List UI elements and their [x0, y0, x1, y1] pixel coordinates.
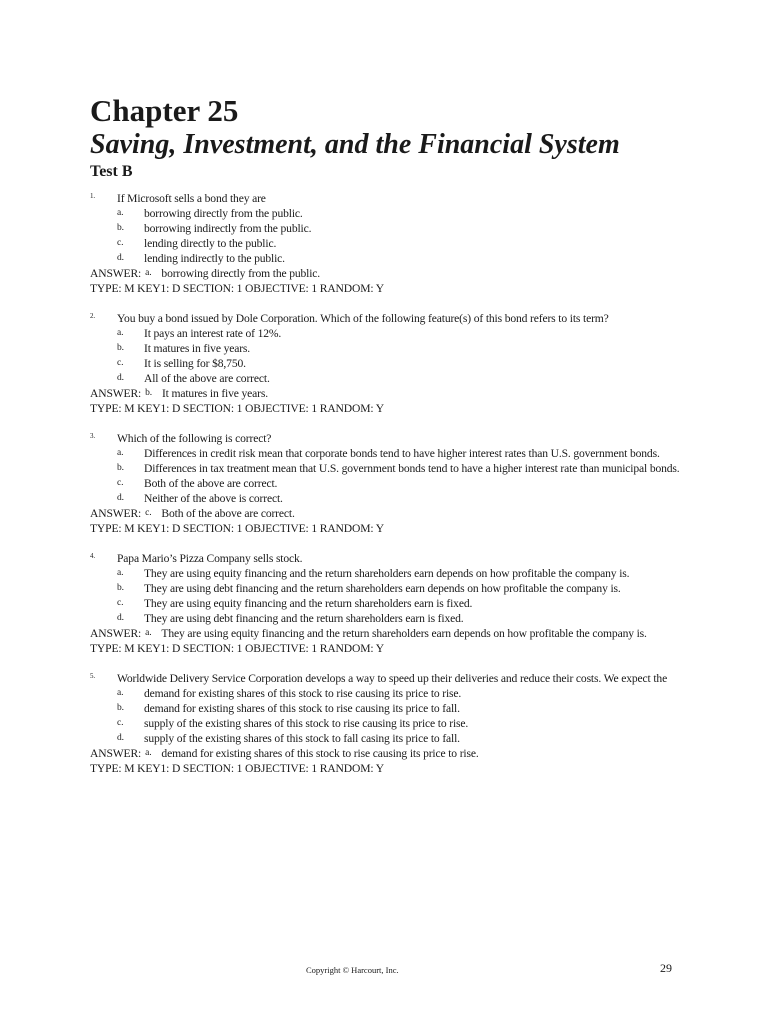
option-a — [90, 446, 690, 461]
option-letter: b. — [117, 463, 124, 473]
answer-text: Both of the above are correct. — [161, 507, 295, 520]
question-1 — [90, 191, 690, 296]
question-stem — [90, 551, 690, 566]
option-text: It is selling for $8,750. — [144, 357, 246, 370]
answer-line — [90, 266, 690, 281]
option-letter: d. — [117, 613, 124, 623]
answer-line — [90, 626, 690, 641]
document-page — [90, 94, 690, 791]
question-stem — [90, 671, 690, 686]
option-letter: a. — [117, 328, 124, 338]
option-c — [90, 236, 690, 251]
option-text: They are using equity financing and the return shareholders earn is fixed. — [144, 597, 473, 610]
option-text: They are using equity financing and the return shareholders earn depends on how profitable the company is. — [144, 567, 630, 580]
answer-line — [90, 386, 690, 401]
question-4 — [90, 551, 690, 656]
question-number: 2. — [90, 312, 95, 320]
option-b — [90, 701, 690, 716]
question-text: Papa Mario’s Pizza Company sells stock. — [117, 552, 303, 565]
chapter-subtitle: Saving, Investment, and the Financial System — [90, 129, 620, 160]
answer-line — [90, 506, 690, 521]
option-text: All of the above are correct. — [144, 372, 270, 385]
option-letter: a. — [117, 688, 124, 698]
option-letter: c. — [117, 718, 124, 728]
question-5 — [90, 671, 690, 776]
answer-label: ANSWER: — [90, 267, 142, 280]
option-letter: d. — [117, 373, 124, 383]
question-number: 5. — [90, 672, 95, 680]
option-letter: b. — [117, 343, 124, 353]
option-letter: c. — [117, 478, 124, 488]
option-a — [90, 326, 690, 341]
option-text: supply of the existing shares of this stock to rise causing its price to rise. — [144, 717, 469, 730]
option-text: They are using debt financing and the return shareholders earn is fixed. — [144, 612, 464, 625]
option-text: Neither of the above is correct. — [144, 492, 283, 505]
option-a — [90, 566, 690, 581]
option-c — [90, 596, 690, 611]
question-text: If Microsoft sells a bond they are — [117, 192, 266, 205]
option-d — [90, 491, 690, 506]
option-letter: d. — [117, 733, 124, 743]
question-number: 1. — [90, 192, 95, 200]
option-a — [90, 206, 690, 221]
option-letter: b. — [117, 583, 124, 593]
answer-label: ANSWER: — [90, 387, 142, 400]
answer-letter: a. — [145, 748, 152, 758]
option-letter: a. — [117, 568, 124, 578]
option-letter: d. — [117, 253, 124, 263]
option-b — [90, 581, 690, 596]
question-number: 4. — [90, 552, 95, 560]
option-letter: c. — [117, 598, 124, 608]
option-text: borrowing directly from the public. — [144, 207, 303, 220]
answer-letter: a. — [145, 268, 152, 278]
option-b — [90, 341, 690, 356]
option-letter: b. — [117, 703, 124, 713]
option-d — [90, 251, 690, 266]
question-metadata: TYPE: M KEY1: D SECTION: 1 OBJECTIVE: 1 RANDOM: Y — [90, 402, 384, 415]
question-list — [90, 191, 690, 776]
option-letter: b. — [117, 223, 124, 233]
option-a — [90, 686, 690, 701]
answer-label: ANSWER: — [90, 627, 142, 640]
option-text: demand for existing shares of this stock to rise causing its price to fall. — [144, 702, 460, 715]
option-text: borrowing indirectly from the public. — [144, 222, 312, 235]
answer-line — [90, 746, 690, 761]
option-text: Both of the above are correct. — [144, 477, 278, 490]
option-letter: c. — [117, 358, 124, 368]
option-d — [90, 731, 690, 746]
answer-letter: a. — [145, 628, 152, 638]
option-text: lending directly to the public. — [144, 237, 277, 250]
option-text: It pays an interest rate of 12%. — [144, 327, 282, 340]
option-c — [90, 356, 690, 371]
option-text: supply of the existing shares of this stock to fall casing its price to fall. — [144, 732, 460, 745]
question-metadata: TYPE: M KEY1: D SECTION: 1 OBJECTIVE: 1 RANDOM: Y — [90, 762, 384, 775]
option-letter: c. — [117, 238, 124, 248]
answer-letter: b. — [145, 388, 152, 398]
question-metadata: TYPE: M KEY1: D SECTION: 1 OBJECTIVE: 1 RANDOM: Y — [90, 522, 384, 535]
answer-text: It matures in five years. — [161, 387, 268, 400]
answer-text: borrowing directly from the public. — [161, 267, 321, 280]
question-stem — [90, 311, 690, 326]
answer-letter: c. — [145, 508, 152, 518]
option-b — [90, 221, 690, 236]
option-d — [90, 611, 690, 626]
question-text: Which of the following is correct? — [117, 432, 272, 445]
question-metadata: TYPE: M KEY1: D SECTION: 1 OBJECTIVE: 1 RANDOM: Y — [90, 642, 384, 655]
option-text: It matures in five years. — [144, 342, 251, 355]
option-letter: a. — [117, 448, 124, 458]
answer-text: demand for existing shares of this stock to rise causing its price to rise. — [161, 747, 479, 760]
option-text: lending indirectly to the public. — [144, 252, 285, 265]
page-number: 29 — [660, 961, 672, 975]
answer-text: They are using equity financing and the return shareholders earn depends on how profitable the company is. — [161, 627, 647, 640]
question-3 — [90, 431, 690, 536]
answer-label: ANSWER: — [90, 747, 142, 760]
question-text: Worldwide Delivery Service Corporation develops a way to speed up their deliveries and reduce their costs. We expect the — [117, 672, 668, 685]
question-text: You buy a bond issued by Dole Corporation. Which of the following feature(s) of this bond refers to its term? — [117, 312, 609, 325]
option-text: Differences in tax treatment mean that U.S. government bonds tend to have a higher interest rate than municipal bonds. — [144, 462, 680, 475]
option-c — [90, 476, 690, 491]
option-d — [90, 371, 690, 386]
option-text: demand for existing shares of this stock to rise causing its price to rise. — [144, 687, 462, 700]
answer-label: ANSWER: — [90, 507, 142, 520]
option-letter: d. — [117, 493, 124, 503]
question-number: 3. — [90, 432, 95, 440]
question-stem — [90, 431, 690, 446]
test-label: Test B — [90, 163, 133, 180]
copyright-notice: Copyright © Harcourt, Inc. — [306, 965, 399, 975]
question-metadata: TYPE: M KEY1: D SECTION: 1 OBJECTIVE: 1 RANDOM: Y — [90, 282, 384, 295]
option-text: Differences in credit risk mean that corporate bonds tend to have higher interest rates than U.S. government bonds. — [144, 447, 660, 460]
question-2 — [90, 311, 690, 416]
option-c — [90, 716, 690, 731]
option-text: They are using debt financing and the return shareholders earn depends on how profitable the company is. — [144, 582, 621, 595]
option-b — [90, 461, 690, 476]
option-letter: a. — [117, 208, 124, 218]
question-stem — [90, 191, 690, 206]
chapter-title: Chapter 25 — [90, 93, 239, 128]
